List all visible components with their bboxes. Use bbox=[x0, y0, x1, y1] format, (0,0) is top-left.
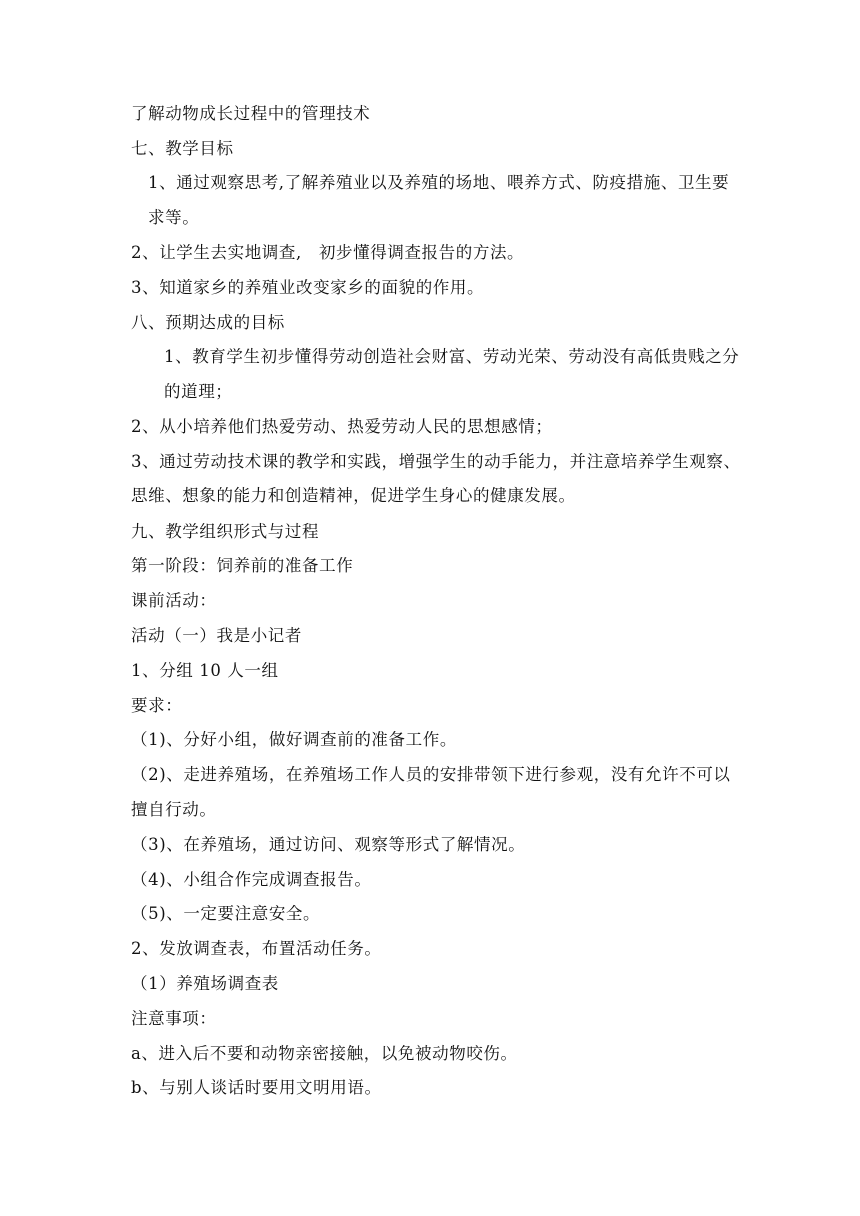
list-item: （1)、分好小组，做好调查前的准备工作。 bbox=[131, 730, 457, 750]
section-heading: 九、教学组织形式与过程 bbox=[131, 521, 320, 541]
list-item: 2、从小培养他们热爱劳动、热爱劳动人民的思想感情； bbox=[131, 417, 553, 437]
document-body bbox=[131, 104, 747, 1113]
list-item: （1）养殖场调查表 bbox=[131, 973, 279, 993]
text-line: 注意事项： bbox=[131, 1008, 217, 1028]
list-item: （4)、小组合作完成调查报告。 bbox=[131, 869, 372, 889]
text-line: 要求： bbox=[131, 695, 183, 715]
list-item: 1、教育学生初步懂得劳动创造社会财富、劳动光荣、劳动没有高低贵贱之分的道理； bbox=[164, 347, 740, 401]
list-item: （2)、走进养殖场，在养殖场工作人员的安排带领下进行参观，没有允许不可以擅自行动。 bbox=[131, 764, 731, 819]
list-item: b、与别人谈话时要用文明用语。 bbox=[131, 1078, 382, 1098]
list-item: 1、通过观察思考,了解养殖业以及养殖的场地、喂养方式、防疫措施、卫生要 求等。 bbox=[148, 173, 747, 227]
list-item: a、进入后不要和动物亲密接触，以免被动物咬伤。 bbox=[131, 1043, 518, 1063]
subsection-heading: 第一阶段：饲养前的准备工作 bbox=[131, 556, 354, 576]
text-line: 课前活动： bbox=[131, 591, 217, 611]
list-item: 3、知道家乡的养殖业改变家乡的面貌的作用。 bbox=[131, 277, 485, 297]
text-line: 了解动物成长过程中的管理技术 bbox=[131, 104, 371, 123]
section-heading: 八、预期达成的目标 bbox=[131, 312, 285, 332]
list-item: 2、让学生去实地调查, 初步懂得调查报告的方法。 bbox=[131, 243, 525, 263]
list-item: （3)、在养殖场，通过访问、观察等形式了解情况。 bbox=[131, 834, 526, 854]
list-item: 1、分组 10 人一组 bbox=[131, 660, 279, 680]
list-item: 2、发放调查表，布置活动任务。 bbox=[131, 939, 382, 959]
text-line: 活动（一）我是小记者 bbox=[131, 625, 302, 645]
list-item: （5)、一定要注意安全。 bbox=[131, 904, 321, 924]
section-heading: 七、教学目标 bbox=[131, 138, 234, 158]
list-item: 3、通过劳动技术课的教学和实践，增强学生的动手能力，并注意培养学生观察、思维、想象的能力和创造精神，促进学生身心的健康发展。 bbox=[131, 451, 741, 506]
